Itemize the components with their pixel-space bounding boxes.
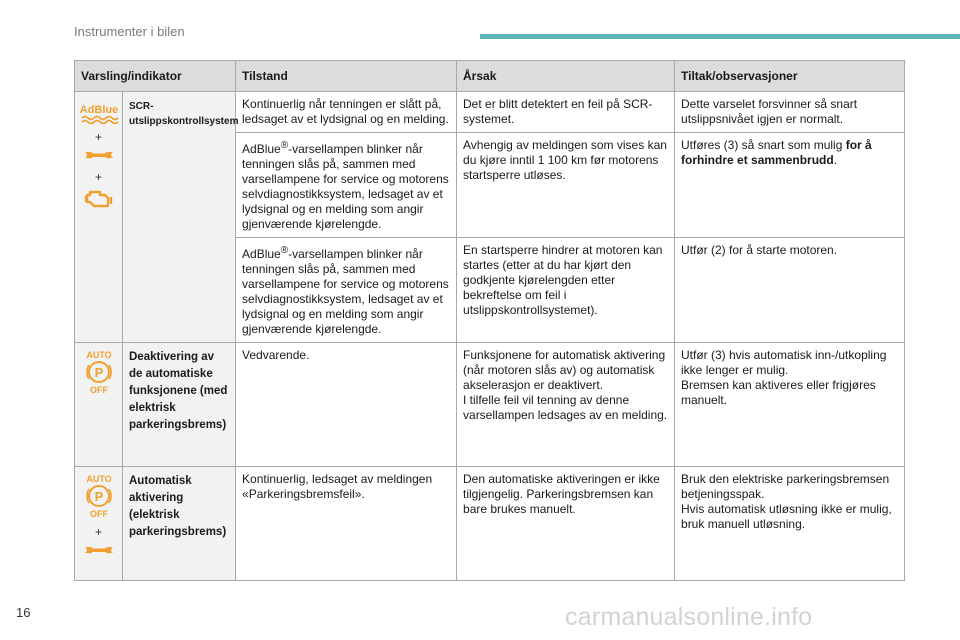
action-cell: Utfør (3) hvis automatisk inn-/utkopling ikke lenger er mulig. Bremsen kan aktiveres eller frigjøres manuelt. — [675, 343, 905, 467]
adblue-word: AdBlue — [242, 142, 281, 156]
cause-cell: En startsperre hindrer at motoren kan startes (etter at du har kjørt den godkjente kjørelengden etter bekreftelse om feil i utslippskontrollsystemet). — [457, 238, 675, 343]
plus-sign: + — [94, 130, 102, 144]
condition-cell: Kontinuerlig, ledsaget av meldingen «Parkeringsbremsfeil». — [236, 467, 457, 581]
adblue-word: AdBlue — [242, 247, 281, 261]
registered-mark: ® — [280, 140, 289, 151]
action-text-end: . — [833, 153, 838, 167]
header-accent-bar — [480, 34, 960, 39]
engine-icon — [84, 188, 114, 210]
action-cell — [675, 133, 905, 238]
svg-text:P: P — [94, 489, 103, 504]
indicator-icons-auto-activation — [75, 467, 123, 581]
column-header-condition: Tilstand — [236, 61, 457, 92]
svg-text:P: P — [94, 365, 103, 380]
action-cell: Utfør (2) for å starte motoren. — [675, 238, 905, 343]
warning-lights-table — [74, 60, 905, 581]
indicator-icons-auto-off — [75, 343, 123, 467]
condition-cell: Vedvarende. — [236, 343, 457, 467]
action-text: Utføres (3) så snart som mulig — [681, 138, 846, 152]
page-header-title: Instrumenter i bilen — [74, 24, 185, 39]
table-row — [75, 343, 905, 467]
svg-text:AUTO: AUTO — [85, 474, 112, 484]
svg-text:OFF: OFF — [89, 509, 108, 519]
column-header-indicator: Varsling/indikator — [75, 61, 236, 92]
adblue-icon — [79, 102, 119, 124]
condition-text: -varsellampen blinker når tenningen slås på, sammen med varsellampene for service og motorens selvdiagnostikksystem, ledsaget av et lydsignal og en melding som angir gjenværende kjørelengde. — [242, 247, 449, 336]
table-row — [75, 467, 905, 581]
table-row — [75, 92, 905, 133]
registered-mark: ® — [280, 245, 289, 256]
action-cell: Dette varselet forsvinner så snart utslippsnivået igjen er normalt. — [675, 92, 905, 133]
indicator-name-auto-off: Deaktivering av de automatiske funksjonene (med elektrisk parkeringsbrems) — [123, 343, 236, 467]
plus-sign: + — [94, 525, 102, 539]
table-header-row — [75, 61, 905, 92]
plus-sign: + — [94, 170, 102, 184]
wrench-icon — [83, 543, 115, 559]
column-header-cause: Årsak — [457, 61, 675, 92]
page-number: 16 — [16, 605, 31, 620]
indicator-name-scr: SCR-utslippskontrollsystem — [123, 92, 236, 343]
auto-park-off-icon — [81, 473, 117, 519]
svg-text:OFF: OFF — [89, 385, 108, 395]
action-cell: Bruk den elektriske parkeringsbremsen betjeningsspak. Hvis automatisk utløsning ikke er mulig, bruk manuell utløsning. — [675, 467, 905, 581]
indicator-name-auto-activation: Automatisk aktivering (elektrisk parkeringsbrems) — [123, 467, 236, 581]
wrench-icon — [83, 148, 115, 164]
cause-cell: Funksjonene for automatisk aktivering (når motoren slås av) og automatisk akselerasjon er deaktivert. I tilfelle feil vil tenning av denne varsellampen ledsages av en melding. — [457, 343, 675, 467]
adblue-icon-label: AdBlue — [79, 104, 118, 116]
indicator-icons-scr — [75, 92, 123, 343]
svg-text:AUTO: AUTO — [85, 350, 112, 360]
cause-cell: Avhengig av meldingen som vises kan du kjøre inntil 1 100 km før motorens startsperre utløses. — [457, 133, 675, 238]
cause-cell: Det er blitt detektert en feil på SCR-systemet. — [457, 92, 675, 133]
cause-cell: Den automatiske aktiveringen er ikke tilgjengelig. Parkeringsbremsen kan bare brukes manuelt. — [457, 467, 675, 581]
action-emphasis: for å forhindre et sammenbrudd — [681, 138, 872, 167]
condition-text: -varsellampen blinker når tenningen slås på, sammen med varsellampene for service og motorens selvdiagnostikksystem, ledsaget av et lydsignal og en melding som angir gjenværende kjørelengde. — [242, 142, 449, 231]
condition-cell: Kontinuerlig når tenningen er slått på, ledsaget av et lydsignal og en melding. — [236, 92, 457, 133]
column-header-action: Tiltak/observasjoner — [675, 61, 905, 92]
watermark: carmanualsonline.info — [565, 603, 813, 631]
auto-park-off-icon — [81, 349, 117, 395]
condition-cell — [236, 133, 457, 238]
condition-cell — [236, 238, 457, 343]
